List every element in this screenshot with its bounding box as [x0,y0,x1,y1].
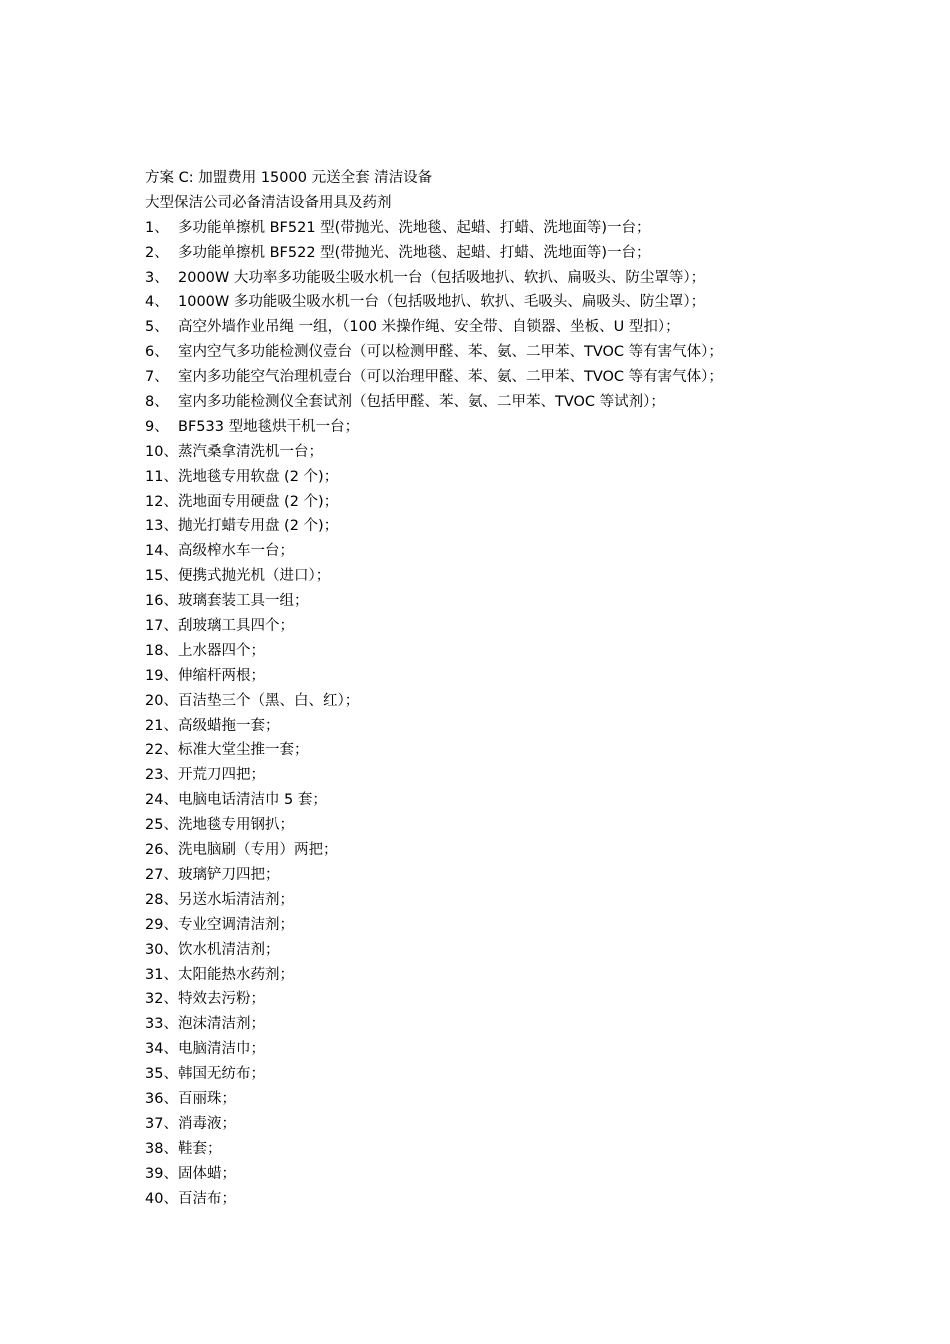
list-item-number: 37、 [145,1115,178,1132]
list-item [145,365,845,390]
list-item [145,938,845,963]
list-item-text: 百洁布； [177,1190,236,1207]
list-item [145,1012,845,1037]
list-heading: 大型保洁公司必备清洁设备用具及药剂 [145,194,392,211]
list-item-number: 39、 [145,1165,178,1182]
list-item [145,266,845,291]
list-item-number: 9、 [145,418,169,435]
list-item [145,290,845,315]
list-item-text: 标准大堂尘推一套； [177,742,309,759]
list-item [145,863,845,888]
list-item-text: 百洁垫三个（黑、白、红）； [177,692,360,709]
list-item-number: 21、 [145,717,178,734]
list-item-number: 20、 [145,692,178,709]
list-item-number: 1、 [145,219,169,236]
list-item-text: 2000W 大功率多功能吸尘吸水机一台（包括吸地扒、软扒、扁吸头、防尘罩等）； [178,269,706,286]
list-item-text: 1000W 多功能吸尘吸水机一台（包括吸地扒、软扒、毛吸头、扁吸头、防尘罩）； [178,294,706,311]
list-item [145,664,845,689]
list-item [145,415,845,440]
list-item-number: 3、 [145,269,169,286]
list-item-text: 玻璃铲刀四把； [177,866,280,883]
list-item-number: 26、 [145,842,178,859]
list-item-number: 24、 [145,792,178,809]
list-item-text: 专业空调清洁剂； [177,916,294,933]
list-item-text: 室内多功能检测仪全套试剂（包括甲醛、苯、氨、二甲苯、TVOC 等试剂）； [178,394,665,411]
list-item-text: 室内空气多功能检测仪壹台（可以检测甲醛、苯、氨、二甲苯、TVOC 等有害气体）； [178,344,723,361]
list-item [145,490,845,515]
list-item-number: 17、 [145,618,178,635]
list-item-number: 12、 [145,493,178,510]
list-item-text: 韩国无纺布； [177,1066,265,1083]
list-item-text: BF533 型地毯烘干机一台； [178,418,360,435]
list-item [145,987,845,1012]
list-item-number: 16、 [145,593,178,610]
list-item-text: 高空外墙作业吊绳 一组，（100 米操作绳、安全带、自锁器、坐板、U 型扣）； [178,319,680,336]
list-item-text: 抛光打蜡专用盘 (2 个)； [177,518,339,535]
list-item-number: 2、 [145,244,169,261]
list-item-text: 开荒刀四把； [177,767,265,784]
list-item-number: 6、 [145,344,169,361]
list-item-text: 高级蜡拖一套； [177,717,280,734]
list-item [145,738,845,763]
list-item [145,1187,845,1212]
list-item-number: 19、 [145,667,178,684]
list-item-text: 太阳能热水药剂； [177,966,294,983]
list-item [145,838,845,863]
list-item-text: 玻璃套装工具一组； [177,593,309,610]
list-item-text: 电脑电话清洁巾 5 套； [177,792,327,809]
list-item-number: 33、 [145,1016,178,1033]
list-item-number: 14、 [145,543,178,560]
list-item [145,639,845,664]
list-item-text: 高级榨水车一台； [177,543,294,560]
list-item-number: 35、 [145,1066,178,1083]
list-item-number: 5、 [145,319,169,336]
list-item [145,963,845,988]
list-item [145,913,845,938]
list-item [145,614,845,639]
plan-title: 方案 C: 加盟费用 15000 元送全套 清洁设备 [145,170,433,186]
equipment-list [145,216,845,1212]
list-item-number: 8、 [145,394,169,411]
list-item-number: 34、 [145,1041,178,1058]
list-item-number: 27、 [145,866,178,883]
list-item-text: 固体蜡； [177,1165,236,1182]
list-item-text: 洗电脑刷（专用）两把； [177,842,338,859]
list-item-text: 刮玻璃工具四个； [177,618,294,635]
list-item-number: 40、 [145,1190,178,1207]
list-item-text: 多功能单擦机 BF521 型(带抛光、洗地毯、起蜡、打蜡、洗地面等)一台； [178,219,651,236]
list-item [145,539,845,564]
list-item-number: 18、 [145,642,178,659]
list-item [145,216,845,241]
list-item-number: 15、 [145,568,178,585]
list-item-text: 洗地毯专用钢扒； [177,817,294,834]
list-item-text: 泡沫清洁剂； [177,1016,265,1033]
list-item [145,813,845,838]
list-item-text: 电脑清洁巾； [177,1041,265,1058]
list-item-number: 30、 [145,941,178,958]
list-item-number: 29、 [145,916,178,933]
list-item [145,315,845,340]
list-item-number: 13、 [145,518,178,535]
list-item [145,589,845,614]
list-item-number: 36、 [145,1090,178,1107]
list-item [145,241,845,266]
list-item [145,763,845,788]
list-item-number: 23、 [145,767,178,784]
list-item [145,1087,845,1112]
list-item-text: 鞋套； [177,1140,222,1157]
list-item [145,514,845,539]
list-item [145,465,845,490]
list-item-text: 洗地毯专用软盘 (2 个)； [177,468,339,485]
list-item-text: 另送水垢清洁剂； [177,891,294,908]
list-item [145,788,845,813]
list-item [145,689,845,714]
list-item-text: 消毒液； [177,1115,236,1132]
list-item [145,340,845,365]
list-item-text: 洗地面专用硬盘 (2 个)； [177,493,339,510]
list-item-text: 百丽珠； [177,1090,236,1107]
list-item-text: 特效去污粉； [177,991,265,1008]
list-item-number: 31、 [145,966,178,983]
document-body [145,166,845,1211]
list-item-text: 饮水机清洁剂； [177,941,280,958]
list-item [145,1037,845,1062]
list-item-number: 38、 [145,1140,178,1157]
list-item [145,888,845,913]
list-item-text: 便携式抛光机（进口）； [177,568,331,585]
list-item [145,714,845,739]
list-item [145,1112,845,1137]
list-item [145,1137,845,1162]
list-item-number: 22、 [145,742,178,759]
list-item [145,1062,845,1087]
list-item [145,1162,845,1187]
list-item [145,564,845,589]
list-item-text: 伸缩杆两根； [177,667,265,684]
list-item-text: 上水器四个； [177,642,265,659]
list-item-number: 11、 [145,468,178,485]
list-item-number: 4、 [145,294,169,311]
list-item-number: 32、 [145,991,178,1008]
list-item-number: 7、 [145,369,169,386]
list-item-text: 室内多功能空气治理机壹台（可以治理甲醛、苯、氨、二甲苯、TVOC 等有害气体）； [178,369,723,386]
list-item-text: 蒸汽桑拿清洗机一台； [177,443,323,460]
list-item [145,390,845,415]
list-item [145,440,845,465]
list-item-number: 25、 [145,817,178,834]
list-item-text: 多功能单擦机 BF522 型(带抛光、洗地毯、起蜡、打蜡、洗地面等)一台； [178,244,651,261]
list-item-number: 10、 [145,443,178,460]
list-item-number: 28、 [145,891,178,908]
